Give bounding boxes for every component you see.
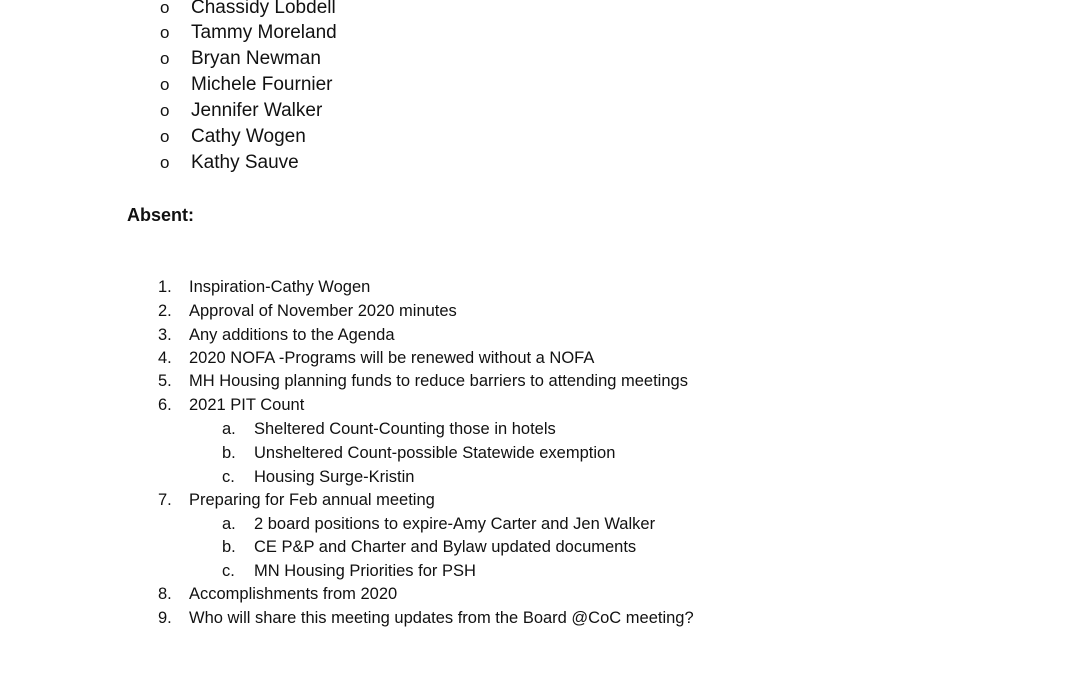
agenda-subitem — [222, 442, 615, 464]
attendee-name: Chassidy Lobdell — [191, 0, 336, 18]
agenda-text: Housing Surge-Kristin — [254, 468, 415, 486]
bullet-icon: o — [160, 127, 170, 146]
agenda-item — [158, 300, 457, 322]
agenda-text: Inspiration-Cathy Wogen — [189, 278, 371, 296]
bullet-icon: o — [160, 101, 170, 120]
agenda-text: Who will share this meeting updates from the Board @CoC meeting? — [189, 609, 694, 627]
bullet-icon: o — [160, 153, 170, 172]
agenda-text: MH Housing planning funds to reduce barriers to attending meetings — [189, 372, 688, 390]
agenda-text: Unsheltered Count-possible Statewide exemption — [254, 444, 616, 462]
agenda-text: MN Housing Priorities for PSH — [254, 562, 476, 580]
agenda-item — [158, 324, 395, 346]
agenda-text: 2021 PIT Count — [189, 396, 305, 414]
agenda-text: Sheltered Count-Counting those in hotels — [254, 420, 556, 438]
agenda-text: Any additions to the Agenda — [189, 326, 395, 344]
agenda-subitem — [222, 418, 556, 440]
agenda-number: 1. — [158, 278, 172, 296]
agenda-number: 3. — [158, 326, 172, 344]
attendee-item — [160, 21, 337, 45]
agenda-item — [158, 394, 304, 416]
agenda-number: 7. — [158, 491, 172, 509]
agenda-text: Preparing for Feb annual meeting — [189, 491, 435, 509]
agenda-text: 2 board positions to expire-Amy Carter and Jen Walker — [254, 515, 656, 533]
agenda-subitem — [222, 560, 476, 582]
agenda-item — [158, 583, 397, 605]
agenda-item — [158, 370, 688, 392]
agenda-item — [158, 276, 370, 298]
agenda-number: 4. — [158, 349, 172, 367]
attendee-item — [160, 73, 333, 97]
agenda-letter: a. — [222, 420, 236, 438]
attendee-name: Tammy Moreland — [191, 22, 337, 43]
attendee-name: Cathy Wogen — [191, 126, 306, 147]
bullet-icon: o — [160, 23, 170, 42]
agenda-subitem — [222, 466, 415, 488]
agenda-letter: a. — [222, 515, 236, 533]
attendee-item — [160, 47, 321, 71]
agenda-letter: b. — [222, 538, 236, 556]
bullet-icon: o — [160, 75, 170, 94]
agenda-text: 2020 NOFA -Programs will be renewed without a NOFA — [189, 349, 595, 367]
agenda-number: 5. — [158, 372, 172, 390]
attendee-name: Michele Fournier — [191, 74, 333, 95]
agenda-item — [158, 489, 435, 511]
bullet-icon: o — [160, 0, 170, 17]
agenda-text: Accomplishments from 2020 — [189, 585, 398, 603]
attendee-item — [160, 99, 322, 123]
attendee-name: Kathy Sauve — [191, 152, 299, 173]
agenda-text: Approval of November 2020 minutes — [189, 302, 457, 320]
agenda-item — [158, 607, 694, 629]
attendee-name: Jennifer Walker — [191, 100, 323, 121]
agenda-number: 9. — [158, 609, 172, 627]
bullet-icon: o — [160, 49, 170, 68]
attendee-item — [160, 125, 306, 149]
agenda-number: 2. — [158, 302, 172, 320]
agenda-subitem — [222, 536, 636, 558]
agenda-letter: c. — [222, 468, 235, 486]
attendee-name: Bryan Newman — [191, 48, 321, 69]
agenda-number: 8. — [158, 585, 172, 603]
attendee-item — [160, 0, 336, 20]
agenda-text: CE P&P and Charter and Bylaw updated documents — [254, 538, 637, 556]
attendee-item — [160, 151, 299, 175]
agenda-item — [158, 347, 594, 369]
agenda-subitem — [222, 513, 655, 535]
agenda-letter: b. — [222, 444, 236, 462]
agenda-number: 6. — [158, 396, 172, 414]
agenda-letter: c. — [222, 562, 235, 580]
absent-heading: Absent: — [127, 205, 194, 225]
